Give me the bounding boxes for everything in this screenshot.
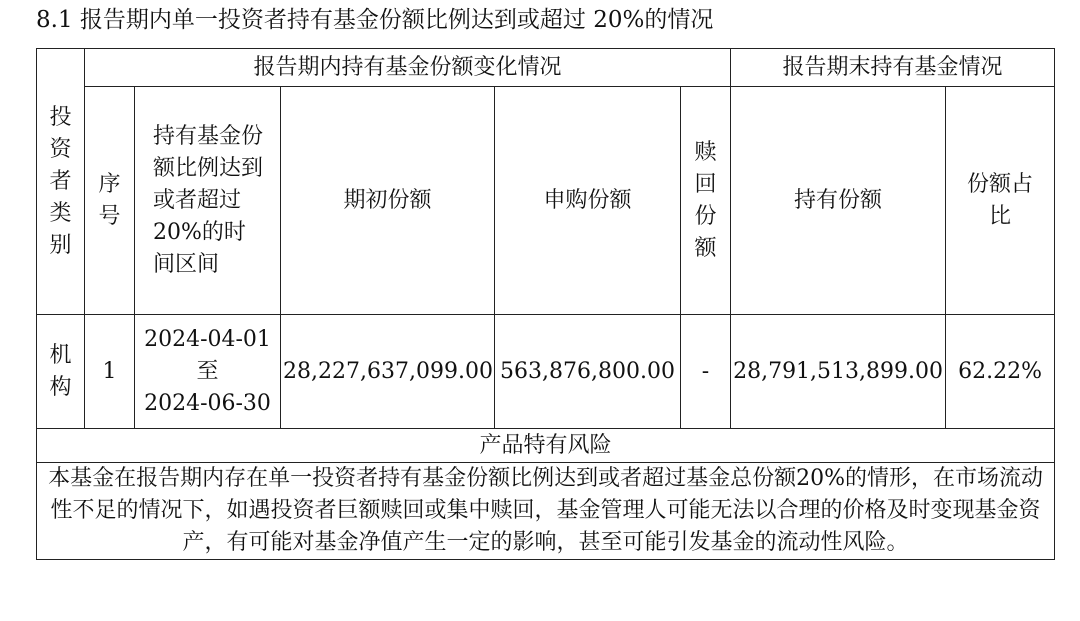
header-group-change: 报告期内持有基金份额变化情况 [85,49,731,87]
header-holding: 持有份额 [731,87,946,315]
period-end: 2024-06-30 [144,390,271,416]
cell-period [135,315,281,429]
cell-investor-type: 机构 [37,315,85,429]
cell-holding: 28,791,513,899.00 [731,315,946,429]
cell-index: 1 [85,315,135,429]
cell-opening: 28,227,637,099.00 [281,315,495,429]
risk-title: 产品特有风险 [37,429,1055,463]
cell-redemption: - [681,315,731,429]
header-opening: 期初份额 [281,87,495,315]
period-to: 至 [196,358,219,384]
cell-purchase: 563,876,800.00 [495,315,681,429]
cell-ratio: 62.22% [946,315,1055,429]
header-group-end: 报告期末持有基金情况 [731,49,1055,87]
period-start: 2024-04-01 [144,326,271,352]
table-row [37,315,1055,429]
section-heading: 8.1 报告期内单一投资者持有基金份额比例达到或超过 20%的情况 [36,7,714,33]
header-period: 持有基金份额比例达到或者超过 20%的时间区间 [135,87,281,315]
header-redemption: 赎回份额 [681,87,731,315]
header-ratio: 份额占比 [946,87,1055,315]
header-purchase: 申购份额 [495,87,681,315]
investor-holding-table [36,48,1055,560]
risk-text: 本基金在报告期内存在单一投资者持有基金份额比例达到或者超过基金总份额20%的情形，在市场流动性不足的情况下，如遇投资者巨额赎回或集中赎回，基金管理人可能无法以合理的价格及时变现基金资产，有可能对基金净值产生一定的影响，甚至可能引发基金的流动性风险。 [37,463,1055,560]
header-investor-type: 投资者类别 [37,49,85,315]
header-index: 序号 [85,87,135,315]
